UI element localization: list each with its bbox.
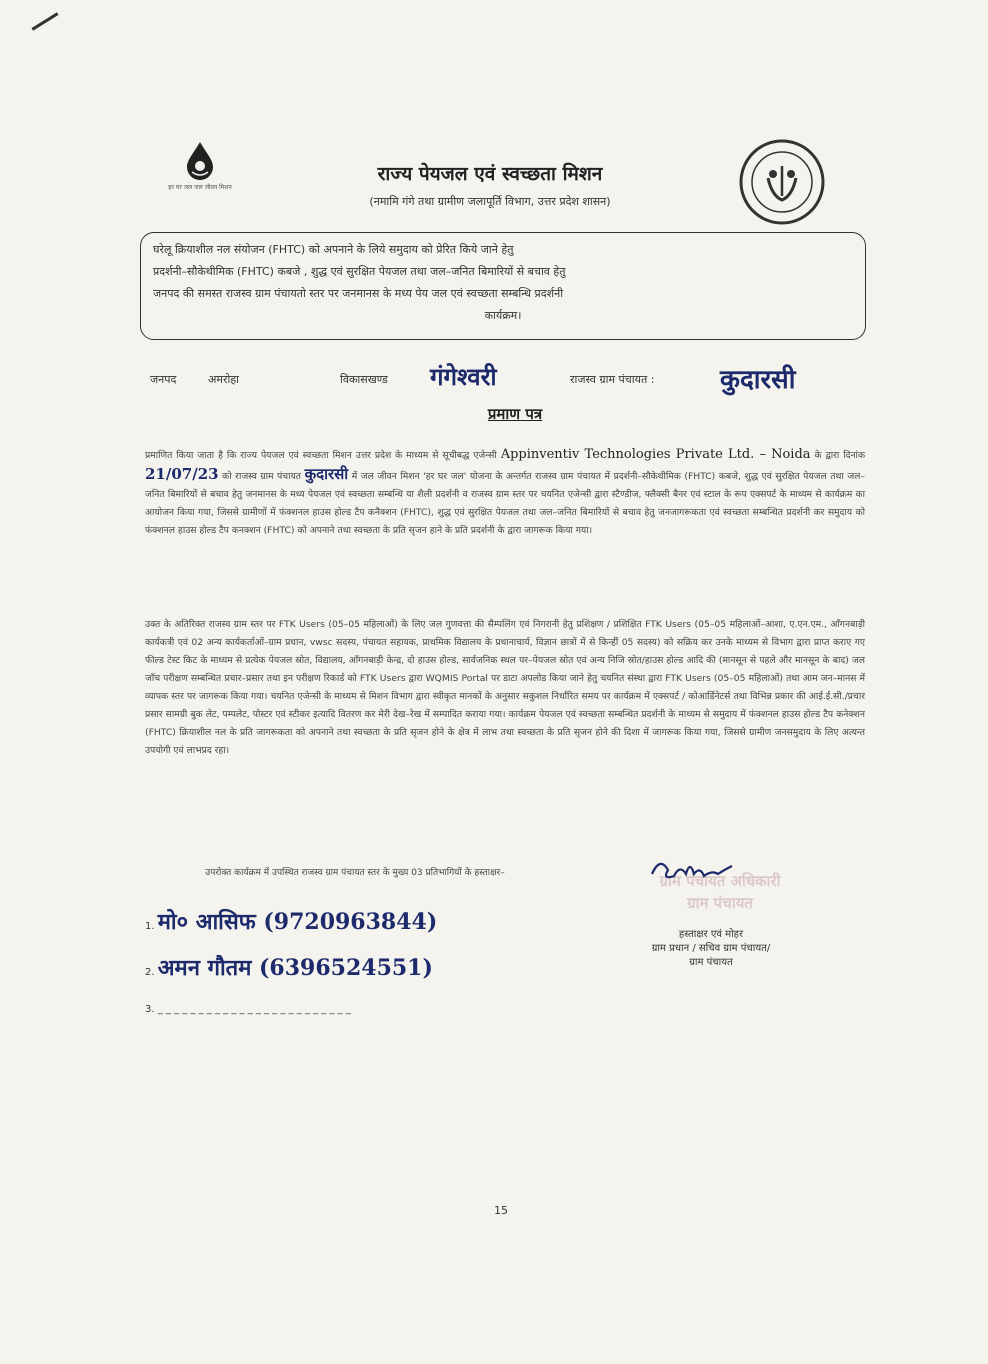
signatory-line-2: ग्राम प्रधान / सचिव ग्राम पंचायत/ — [651, 943, 771, 954]
page-number: 15 — [494, 1204, 508, 1217]
para1-rest: में जल जीवन मिशन 'हर घर जल' योजना के अन्तर्गत राजस्व ग्राम पंचायत में प्रदर्शनी–सौकेथीमिक (FHTC) कबजे, शुद्ध एवं सुरक्षित पेयजल तथा जल–जनित बिमारियों से बचाव हेतु जनमानस के मध्य पेयजल एवं स्वच्छता सम्बन्धि या शैली प्रदर्शनी व राजस्व ग्राम स्तर पर चयनित एजेन्सी द्वारा स्टैण्डीज, फ्लैक्सी बैनर एवं स्टाल के रूप एक्सपर्ट के माध्यम से कार्यक्रम का आयोजन किया गया, जिससे ग्रामीणों में फंक्शनल हाउस होल्ड टैप कनैक्शन (FHTC), शुद्ध एवं सुरक्षित पेयजल तथा जल–जनित बिमारियों से बचाव हेतु जनजागरूकता एवं स्वच्छता सम्बन्धित प्रदर्शनी कर समुदाय को फंक्शनल हाउस होल्ड टैप कनक्शन (FHTC) को अपनाने तथा स्वच्छता के प्रति सृजन हाने के प्रति प्रदर्शनी के द्वारा जागरूक किया गया। — [145, 471, 866, 536]
block-label: विकासखण्ड — [340, 373, 388, 386]
logo-caption: हर घर जल जल जीवन मिशन — [168, 184, 232, 191]
para1-mid1: के द्वारा दिनांक — [814, 450, 865, 461]
certificate-title: प्रमाण पत्र — [487, 405, 543, 423]
village-name-handwritten: कुदारसी — [304, 465, 349, 483]
participant-3-blank: _ _ _ _ _ _ _ _ _ _ _ _ _ _ _ _ _ _ _ _ _ _ _ _ — [157, 1004, 351, 1015]
program-description-box — [140, 232, 866, 340]
certificate-paragraph-2: उक्त के अतिरिक्त राजस्व ग्राम स्तर पर FTK Users (05–05 महिलाओं) के लिए जल गुणवत्ता की सैम्पलिंग एवं निगरानी हेतु प्रशिक्षण / प्रशिक्षित FTK Users (05–05 महिलाओं–आशा, ए.एन.एम., आँगनबाड़ी कार्यकत्री एवं 02 अन्य कार्यकर्ताओं–ग्राम प्रधान, vwsc सदस्य, पंचायत सहायक, प्राथमिक विद्यालय के प्रधानाचार्य, विज्ञान छात्रों में से किन्हीं 05 सदस्य) को सक्रिय कर उनके माध्यम से विभाग द्वारा प्राप्त कराए गए फील्ड टेस्ट किट के माध्यम से प्रत्येक पेयजल स्रोत, विद्यालय, आँगनबाड़ी केन्द्र, दो हाउस होल्ड, सार्वजनिक स्थल पर–पेयजल स्रोत एवं अन्य निजि स्रोत/हाउस होल्ड आदि की (मानसून से पहले और मानसून के बाद) जल जाँच परीक्षण सम्बन्धित प्रचार–प्रसार तथा इन परीक्षण रिकार्ड को FTK Users द्वारा WQMIS Portal पर डाटा अपलोड किया जाने हेतु चयनित संस्था द्वारा FTK Users (05–05 महिलाओं) तथा आम जन–मानस में व्यापक स्तर पर जागरूक किया गया। चयनित एजेन्सी के माध्यम से मिशन विभाग द्वारा स्वीकृत मानकों के अनुसार सकुशल निर्धारित समय पर कार्यक्रम में एक्सपर्ट / कोआर्डिनेटर्स तथा विभिन्न प्रकार की आई.ई.सी./प्रचार प्रसार सामग्री बुक लेट, पम्पलेट, पोस्टर एवं स्टीकर इत्यादि वितरण कर मेरी देख–रेख में सम्पादित कराया गया। कार्यक्रम पेयजल एवं स्वच्छता सम्बन्धित प्रदर्शनी के माध्यम से समुदाय में फंक्शनल हाउस होल्ड टैप कनेक्शन (FHTC) क्रियाशील नल के प्रति जागरूकता को अपनाने तथा स्वच्छता के प्रति सृजन होने के क्षेत्र में लाभ तथा स्वच्छता के प्रति सृजन होने की दिशा में जागरूक किया गया, जिससे ग्रामीण जनसमुदाय के लिए अत्यन्त उपयोगी एवं लाभप्रद रहा। — [145, 619, 865, 756]
certificate-paragraph-1 — [145, 446, 865, 540]
stamp-line-2: ग्राम पंचायत — [687, 894, 753, 912]
signatory-line-1: हस्ताक्षर एवं मोहर — [678, 929, 744, 940]
mission-subtitle: (नमामि गंगे तथा ग्रामीण जलापूर्ति विभाग, उत्तर प्रदेश शासन) — [369, 195, 611, 208]
box-line-3: जनपद की समस्त राजस्व ग्राम पंचायतो स्तर पर जनमानस के मध्य पेय जल एवं स्वच्छता सम्बन्धि प्रदर्शनी — [153, 287, 564, 300]
district-label: जनपद — [150, 373, 177, 386]
participant-3 — [145, 1004, 351, 1015]
pen-mark — [31, 12, 58, 30]
official-signature — [648, 854, 738, 884]
stamp-line-1: ग्राम पंचायत अधिकारी — [659, 872, 781, 890]
agency-name: Appinventiv Technologies Private Ltd. – Noida — [500, 447, 811, 462]
event-date-handwritten: 21/07/23 — [145, 465, 219, 483]
location-row — [150, 360, 870, 400]
jal-jeevan-mission-logo — [160, 140, 240, 192]
panchayat-value-handwritten: कुदारसी — [720, 365, 796, 395]
box-line-2: प्रदर्शनी–सौकेथीमिक (FHTC) कबजे , शुद्ध एवं सुरक्षित पेयजल तथा जल–जनित बिमारियों से बचाव हेतु — [153, 265, 566, 278]
water-drop-icon — [183, 140, 217, 180]
participant-1-number: 1. — [145, 921, 155, 932]
letterhead — [280, 160, 700, 209]
participants-intro: उपरोक्त कार्यक्रम में उपस्थित राजस्व ग्राम पंचायत स्तर के मुख्य 03 प्रतिभागियों के हस्ताक्षर– — [205, 868, 505, 878]
district-value: अमरोहा — [208, 373, 240, 386]
block-value-handwritten: गंगेश्वरी — [430, 362, 497, 391]
para1-start: प्रमाणित किया जाता है कि राज्य पेयजल एवं स्वच्छता मिशन उत्तर प्रदेश के माध्यम से सूचीबद्ध एजेन्सी — [145, 450, 497, 461]
panchayat-label: राजस्व ग्राम पंचायत : — [570, 373, 655, 386]
participant-2-signature: अमन गौतम (6396524551) — [157, 955, 433, 981]
participant-2-number: 2. — [145, 967, 155, 978]
signatory-caption — [596, 928, 826, 970]
participant-2 — [145, 952, 433, 982]
para1-mid2: को राजस्व ग्राम पंचायत — [222, 471, 302, 482]
participant-1-signature: मो० आसिफ (9720963844) — [157, 909, 438, 935]
mission-title: राज्य पेयजल एवं स्वच्छता मिशन — [377, 163, 603, 185]
uttar-pradesh-seal-icon — [738, 138, 826, 226]
signatory-line-3: ग्राम पंचायत — [689, 957, 733, 968]
participant-3-number: 3. — [145, 1004, 155, 1015]
participant-1 — [145, 906, 437, 936]
box-line-1: घरेलू क्रियाशील नल संयोजन (FHTC) को अपनाने के लिये समुदाय को प्रेरित किये जाने हेतु — [153, 243, 514, 256]
box-line-4: कार्यक्रम। — [484, 309, 522, 322]
